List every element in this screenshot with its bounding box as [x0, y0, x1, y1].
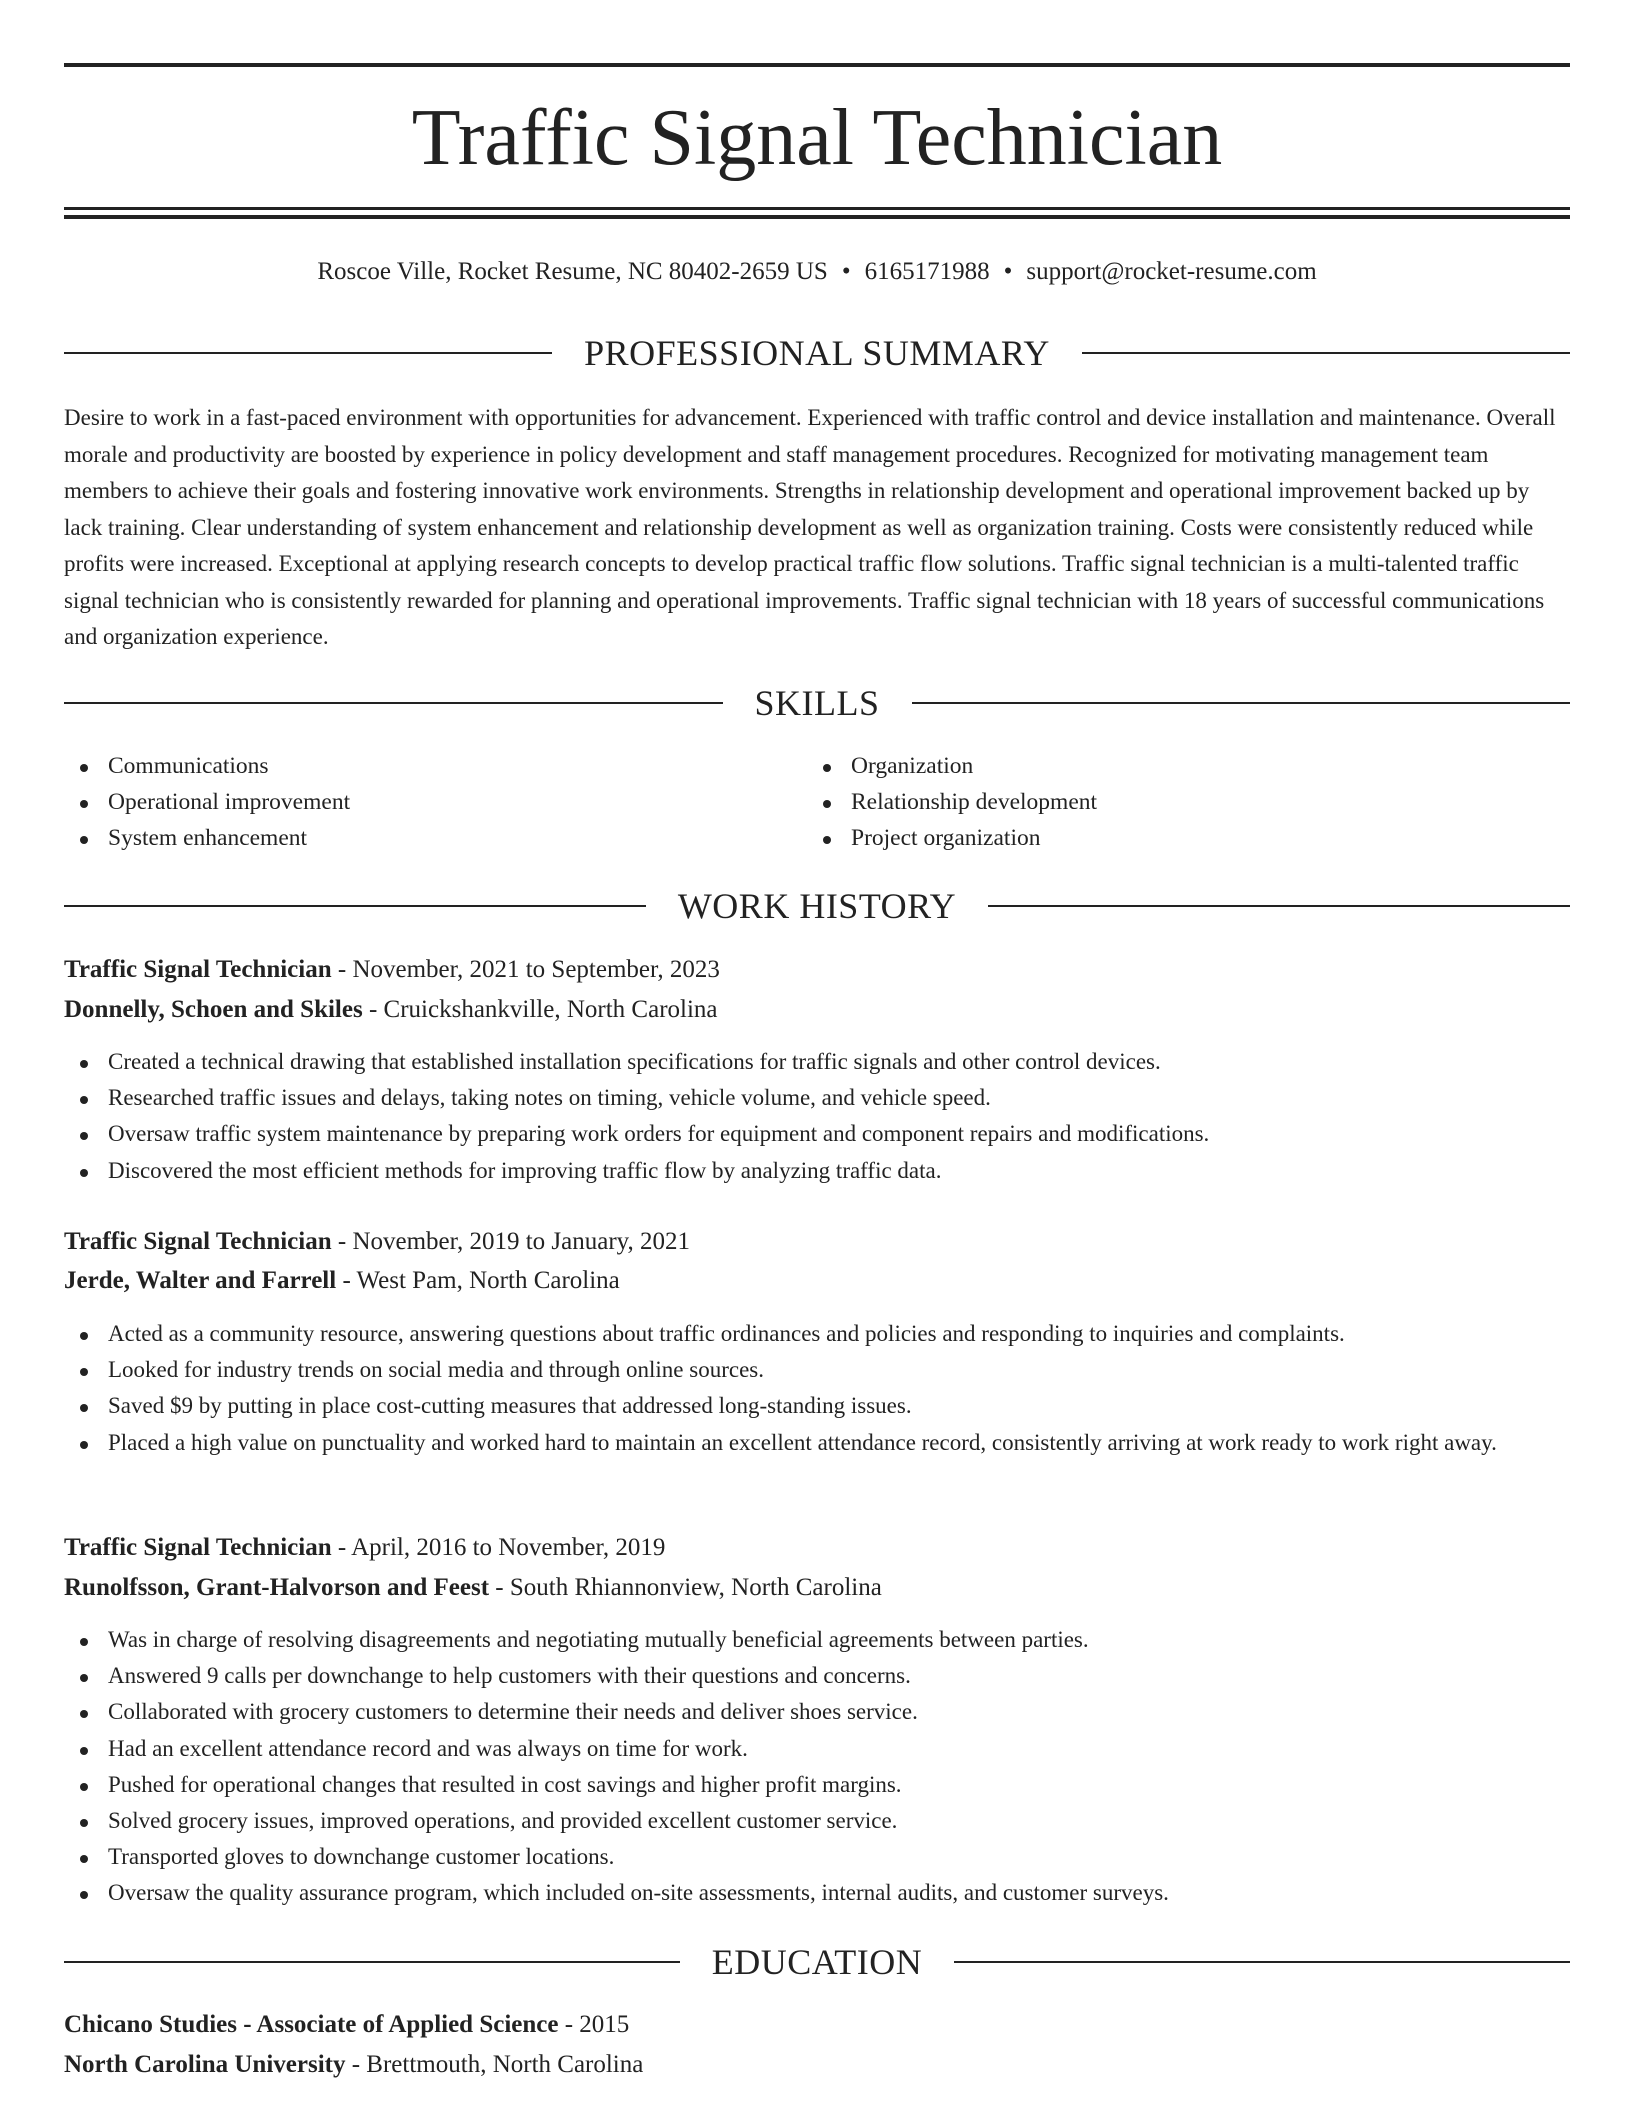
section-header-summary: [64, 333, 1570, 373]
job-bullets: [64, 1044, 1570, 1189]
job-bullet: Oversaw traffic system maintenance by preparing work orders for equipment and component repairs and modifications.: [64, 1116, 1570, 1152]
contact-phone: 6165171988: [864, 258, 990, 285]
contact-email: support@rocket-resume.com: [1026, 258, 1317, 285]
skill-item: Relationship development: [807, 784, 1507, 820]
education-degree-line: [64, 2008, 1570, 2042]
job-bullet: Solved grocery issues, improved operations, and provided excellent customer service.: [64, 1803, 1570, 1839]
job-title: Traffic Signal Technician: [64, 1534, 332, 1561]
education-year: - 2015: [558, 2011, 630, 2038]
job-company: Jerde, Walter and Farrell: [64, 1267, 337, 1294]
header-double-rule-top: [64, 207, 1570, 210]
contact-address: Roscoe Ville, Rocket Resume, NC 80402-2659 US: [317, 258, 828, 285]
job-bullet: Had an excellent attendance record and was always on time for work.: [64, 1731, 1570, 1767]
section-header-skills: [64, 683, 1570, 723]
job-bullets: [64, 1622, 1570, 1912]
job-title-line: [64, 1225, 1570, 1259]
job-title-line: [64, 953, 1570, 987]
job-bullet: Answered 9 calls per downchange to help customers with their questions and concerns.: [64, 1658, 1570, 1694]
section-header-education: [64, 1942, 1570, 1982]
job-dates: - November, 2021 to September, 2023: [331, 956, 720, 983]
job-company-line: [64, 1264, 1570, 1298]
job-title: Traffic Signal Technician: [64, 1228, 332, 1255]
job-title: Traffic Signal Technician: [64, 956, 332, 983]
candidate-name: Traffic Signal Technician: [411, 94, 1223, 182]
section-rule-right: [1082, 352, 1570, 354]
job-bullet: Was in charge of resolving disagreements and negotiating mutually beneficial agreements between parties.: [64, 1622, 1570, 1658]
skill-item: Operational improvement: [64, 784, 764, 820]
summary-text: Desire to work in a fast-paced environment with opportunities for advancement. Experienced with traffic control and device installation and maintenance. Overall morale and productivity are boosted by experience in policy development and staff management procedures. Recognized for motivating management team members to achieve their goals and fostering innovative work environments. Strengths in relationship development and operational improvement backed up by lack training. Clear understanding of system enhancement and relationship development as well as organization training. Costs were consistently reduced while profits were increased. Exceptional at applying research concepts to develop practical traffic flow solutions. Traffic signal technician is a multi-talented traffic signal technician who is consistently rewarded for planning and operational improvements. Traffic signal technician with 18 years of successful communications and organization experience.: [64, 405, 1556, 649]
job-bullet: Collaborated with grocery customers to determine their needs and deliver shoes service.: [64, 1694, 1570, 1730]
job-company-line: [64, 1571, 1570, 1605]
job-bullet: Transported gloves to downchange customer locations.: [64, 1839, 1570, 1875]
job-bullet: Looked for industry trends on social media and through online sources.: [64, 1352, 1570, 1388]
job-title-line: [64, 1531, 1570, 1565]
skill-item: Project organization: [807, 820, 1507, 856]
section-rule-right: [954, 1961, 1570, 1963]
skill-item: System enhancement: [64, 820, 764, 856]
job-bullets: [64, 1316, 1570, 1461]
contact-line: [64, 255, 1570, 289]
education-school-line: [64, 2048, 1570, 2082]
header-double-rule-bottom: [64, 215, 1570, 219]
job-bullet: Discovered the most efficient methods for improving traffic flow by analyzing traffic data.: [64, 1153, 1570, 1189]
job-location: - Cruickshankville, North Carolina: [362, 996, 718, 1023]
job-dates: - November, 2019 to January, 2021: [331, 1228, 691, 1255]
education-location: - Brettmouth, North Carolina: [345, 2051, 644, 2078]
job-location: - South Rhiannonview, North Carolina: [489, 1574, 882, 1601]
job-company: Runolfsson, Grant-Halvorson and Feest: [64, 1574, 490, 1601]
education-school: North Carolina University: [64, 2051, 346, 2078]
job-company-line: [64, 993, 1570, 1027]
job-bullet: Acted as a community resource, answering questions about traffic ordinances and policies and responding to inquiries and complaints.: [64, 1316, 1570, 1352]
skills-list-left: [64, 748, 764, 856]
job-location: - West Pam, North Carolina: [336, 1267, 620, 1294]
skill-item: Communications: [64, 748, 764, 784]
job-dates: - April, 2016 to November, 2019: [331, 1534, 666, 1561]
section-rule-left: [64, 352, 552, 354]
job-bullet: Researched traffic issues and delays, taking notes on timing, vehicle volume, and vehicle speed.: [64, 1080, 1570, 1116]
job-company: Donnelly, Schoen and Skiles: [64, 996, 363, 1023]
section-title-work-history: WORK HISTORY: [677, 886, 957, 926]
section-rule-left: [64, 1961, 680, 1963]
job-bullet: Pushed for operational changes that resulted in cost savings and higher profit margins.: [64, 1767, 1570, 1803]
section-rule-right: [912, 702, 1571, 704]
top-rule: [64, 63, 1570, 67]
section-header-work-history: [64, 886, 1570, 926]
section-rule-right: [988, 905, 1570, 907]
skills-list-right: [807, 748, 1507, 856]
section-rule-left: [64, 905, 646, 907]
section-title-skills: SKILLS: [754, 683, 880, 723]
section-rule-left: [64, 702, 723, 704]
job-bullet: Placed a high value on punctuality and worked hard to maintain an excellent attendance record, consistently arriving at work ready to work right away.: [64, 1425, 1570, 1461]
contact-separator: •: [841, 258, 851, 285]
section-title-education: EDUCATION: [711, 1942, 923, 1982]
job-bullet: Saved $9 by putting in place cost-cutting measures that addressed long-standing issues.: [64, 1388, 1570, 1424]
section-title-summary: PROFESSIONAL SUMMARY: [584, 333, 1050, 373]
skill-item: Organization: [807, 748, 1507, 784]
education-degree: Chicano Studies - Associate of Applied Science: [64, 2011, 559, 2038]
job-bullet: Oversaw the quality assurance program, which included on-site assessments, internal audits, and customer surveys.: [64, 1875, 1570, 1911]
job-bullet: Created a technical drawing that established installation specifications for traffic signals and other control devices.: [64, 1044, 1570, 1080]
contact-separator: •: [1003, 258, 1013, 285]
